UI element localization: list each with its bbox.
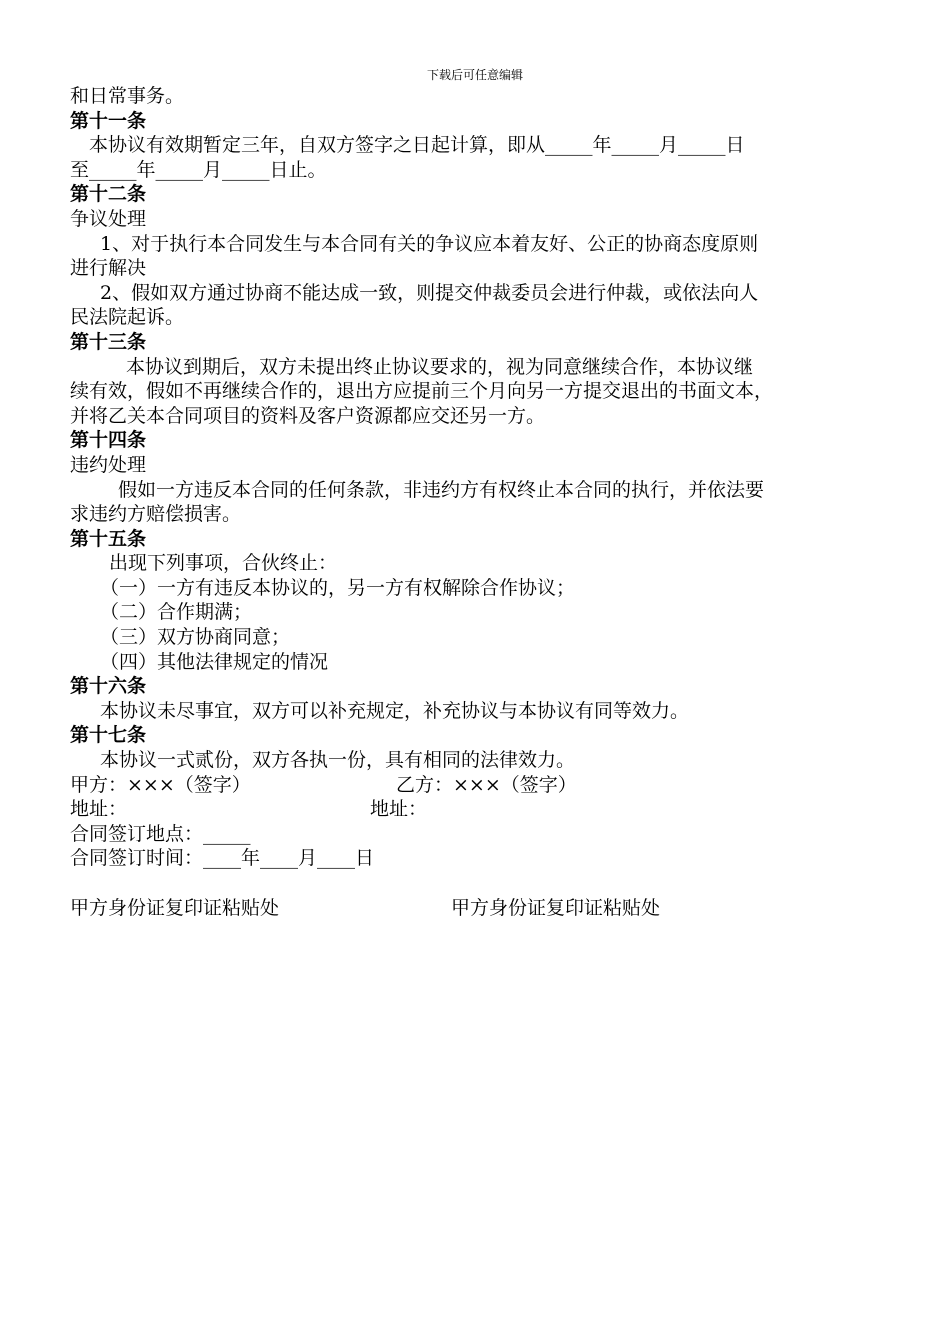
article-14-heading: 第十四条: [70, 429, 147, 452]
article-11-heading: 第十一条: [70, 109, 147, 132]
id-copy-right-label: 甲方身份证复印证粘贴处: [451, 896, 661, 919]
paragraph-line: 民法院起诉。: [70, 306, 185, 329]
paragraph-line: 1、对于执行本合同发生与本合同有关的争议应本着友好、公正的协商态度原则: [100, 232, 759, 255]
paragraph-line: 续有效，假如不再继续合作的，退出方应提前三个月向另一方提交退出的书面文本，: [70, 380, 774, 403]
paragraph-line: 求违约方赔偿损害。: [70, 503, 242, 526]
party-a-address: 地址：: [70, 798, 128, 821]
paragraph-line: 本协议未尽事宜，双方可以补充规定，补充协议与本协议有同等效力。: [100, 699, 690, 722]
paragraph-line: 2、假如双方通过协商不能达成一致，则提交仲裁委员会进行仲裁，或依法向人: [100, 281, 759, 304]
section-subtitle: 违约处理: [70, 453, 147, 476]
paragraph-line: 至_____年_____月_____日止。: [70, 158, 327, 181]
article-16-heading: 第十六条: [70, 675, 147, 698]
list-item: （一）一方有违反本协议的，另一方有权解除合作协议；: [100, 576, 576, 599]
address-row: [70, 797, 885, 822]
paragraph-line: 并将乙关本合同项目的资料及客户资源都应交还另一方。: [70, 404, 546, 427]
list-item: （三）双方协商同意；: [100, 626, 291, 649]
signing-place: 合同签订地点：_____: [70, 822, 251, 845]
section-subtitle: 争议处理: [70, 207, 147, 230]
article-12-heading: 第十二条: [70, 183, 147, 206]
paragraph-line: 本协议到期后，双方未提出终止协议要求的，视为同意继续合作，本协议继: [126, 355, 754, 378]
paragraph-line: 进行解决: [70, 257, 147, 280]
article-15-heading: 第十五条: [70, 527, 147, 550]
article-13-heading: 第十三条: [70, 330, 147, 353]
paragraph-line: 和日常事务。: [70, 85, 185, 107]
list-item: （四）其他法律规定的情况: [100, 650, 329, 673]
party-b-address: 地址：: [370, 798, 428, 821]
document-body: [70, 84, 885, 920]
paragraph-line: 出现下列事项，合伙终止：: [109, 552, 338, 575]
party-a-signature: 甲方：×××（签字）: [70, 773, 251, 796]
id-copy-row: [70, 896, 885, 921]
paragraph-line: 本协议一式贰份，双方各执一份，具有相同的法律效力。: [100, 749, 576, 772]
blank-line: [70, 871, 885, 896]
id-copy-left-label: 甲方身份证复印证粘贴处: [70, 896, 280, 919]
party-b-signature: 乙方：×××（签字）: [396, 773, 577, 796]
signing-date: 合同签订时间：____年____月____日: [70, 847, 375, 870]
signature-row: [70, 773, 885, 798]
article-17-heading: 第十七条: [70, 724, 147, 747]
header-note: 下载后可任意编辑: [426, 68, 523, 82]
paragraph-line: 假如一方违反本合同的任何条款，非违约方有权终止本合同的执行，并依法要: [118, 478, 765, 501]
paragraph-line: 本协议有效期暂定三年，自双方签字之日起计算，即从_____年_____月_____日: [89, 134, 745, 157]
list-item: （二）合作期满；: [100, 601, 253, 624]
